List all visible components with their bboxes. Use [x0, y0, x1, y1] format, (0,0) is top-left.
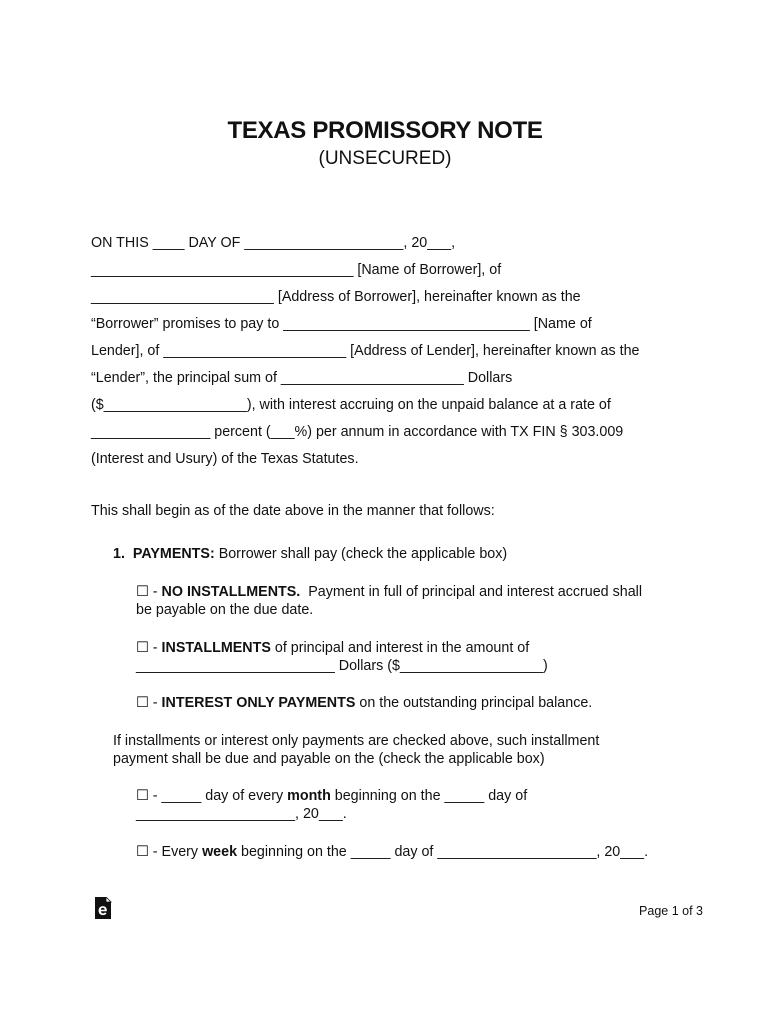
option-text: of principal and interest in the amount of	[270, 640, 530, 656]
page-number: Page 1 of 3	[639, 904, 703, 918]
installments-checkbox[interactable]: ☐	[136, 640, 149, 656]
schedule-post: beginning on the _____ day of ____________________, 20___.	[237, 844, 649, 860]
schedule-pre: - Every	[148, 844, 203, 860]
eforms-logo-icon	[93, 897, 113, 921]
option-prefix: -	[148, 584, 162, 600]
begin-line: This shall begin as of the date above in the manner that follows:	[91, 503, 495, 519]
option-no-installments	[136, 583, 642, 601]
schedule-unit: week	[202, 844, 238, 860]
option-label: NO INSTALLMENTS.	[161, 584, 301, 600]
intro-line-8: _______________ percent (___%) per annum in accordance with TX FIN § 303.009	[91, 424, 624, 440]
intro-line-9: (Interest and Usury) of the Texas Statutes.	[91, 451, 359, 467]
document-title: TEXAS PROMISSORY NOTE	[227, 117, 543, 144]
section-number: 1.	[113, 546, 125, 562]
schedule-monthly-line2: ____________________, 20___.	[136, 806, 347, 822]
schedule-unit: month	[287, 788, 331, 804]
option-no-installments-line2: be payable on the due date.	[136, 602, 314, 618]
intro-line-5: Lender], of _______________________ [Address of Lender], hereinafter known as the	[91, 343, 640, 359]
option-prefix: -	[148, 695, 162, 711]
schedule-pre: - _____ day of every	[148, 788, 288, 804]
intro-line-7: ($__________________), with interest accruing on the unpaid balance at a rate of	[91, 397, 611, 413]
schedule-intro-line-2: payment shall be due and payable on the (check the applicable box)	[113, 751, 545, 767]
intro-line-6: “Lender”, the principal sum of _______________________ Dollars	[91, 370, 513, 386]
option-installments-line2: _________________________ Dollars ($__________________)	[136, 658, 548, 674]
intro-line-4: “Borrower” promises to pay to _______________________________ [Name of	[91, 316, 592, 332]
option-label: INTEREST ONLY PAYMENTS	[161, 695, 356, 711]
intro-line-2: _________________________________ [Name of Borrower], of	[91, 262, 502, 278]
schedule-weekly	[136, 843, 648, 861]
option-prefix: -	[148, 640, 162, 656]
schedule-intro-line-1: If installments or interest only payments are checked above, such installment	[113, 733, 600, 749]
section-1-heading	[113, 546, 507, 562]
section-text: Borrower shall pay (check the applicable box)	[214, 546, 508, 562]
interest-only-checkbox[interactable]: ☐	[136, 695, 149, 711]
option-interest-only	[136, 694, 592, 712]
option-label: INSTALLMENTS	[161, 640, 271, 656]
schedule-monthly	[136, 787, 527, 805]
schedule-post: beginning on the _____ day of	[330, 788, 528, 804]
weekly-checkbox[interactable]: ☐	[136, 844, 149, 860]
option-text: on the outstanding principal balance.	[355, 695, 593, 711]
section-title: PAYMENTS:	[132, 546, 215, 562]
option-text: Payment in full of principal and interest accrued shall	[300, 584, 642, 600]
intro-line-1: ON THIS ____ DAY OF ____________________, 20___,	[91, 235, 456, 251]
monthly-checkbox[interactable]: ☐	[136, 788, 149, 804]
option-installments	[136, 639, 529, 657]
document-subtitle: (UNSECURED)	[318, 148, 452, 169]
no-installments-checkbox[interactable]: ☐	[136, 584, 149, 600]
intro-line-3: _______________________ [Address of Borrower], hereinafter known as the	[91, 289, 581, 305]
